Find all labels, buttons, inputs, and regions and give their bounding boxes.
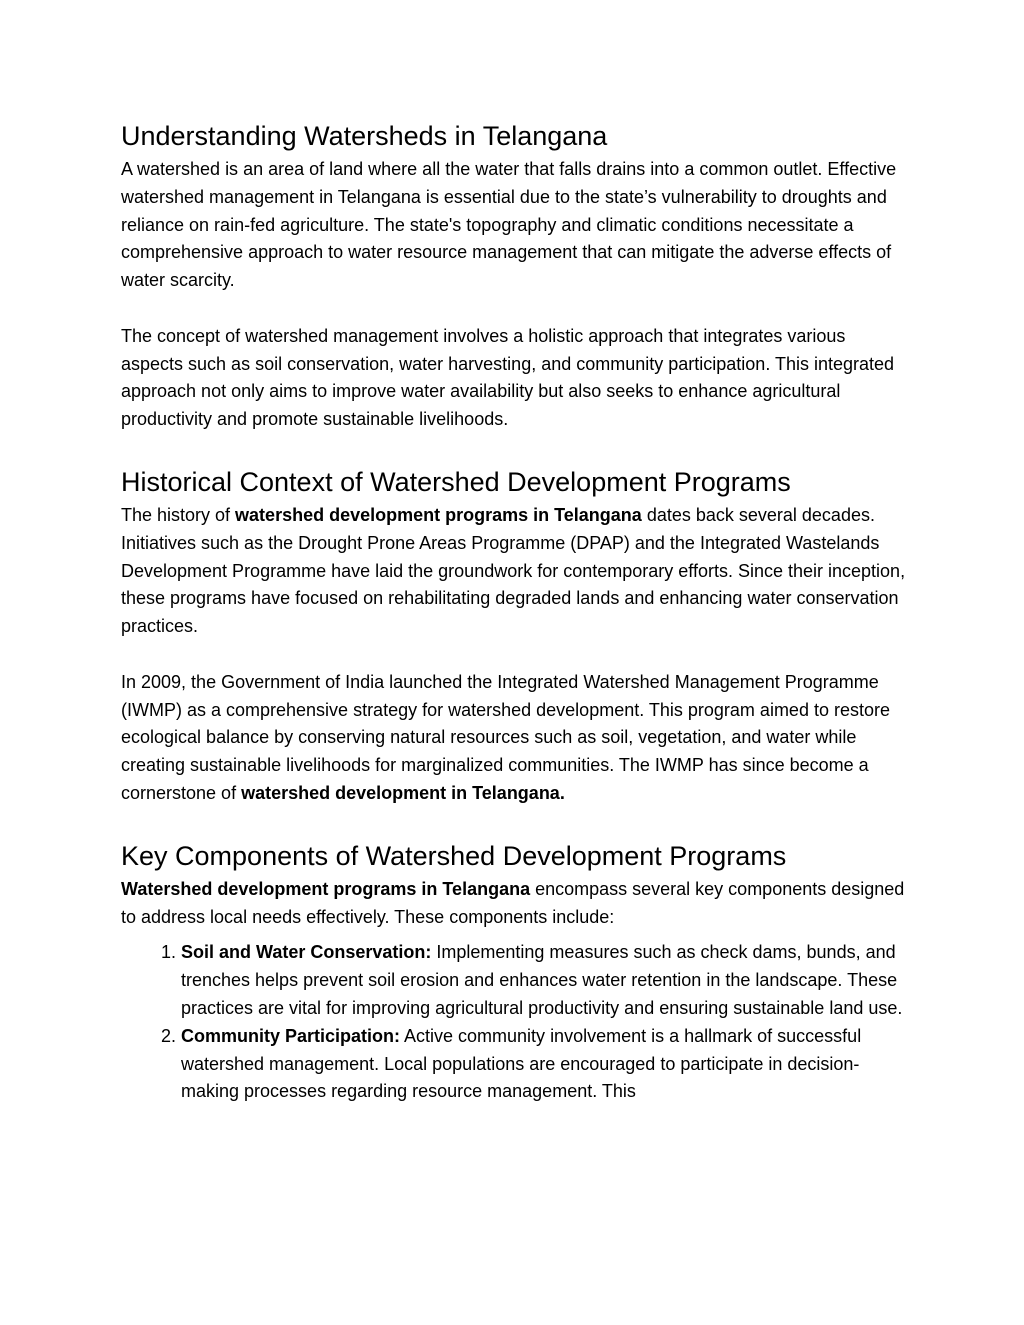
history-bold-phrase: watershed development programs in Telangana	[235, 504, 642, 525]
paragraph-spacer	[121, 295, 911, 323]
paragraph-components-intro	[121, 876, 911, 932]
section-heading-historical-context: Historical Context of Watershed Development Programs	[121, 466, 791, 497]
paragraph-history	[121, 502, 911, 641]
components-bold-phrase: Watershed development programs in Telangana	[121, 878, 531, 899]
paragraph-iwmp	[121, 669, 911, 808]
document-page	[121, 116, 911, 1106]
section-spacer	[121, 808, 911, 836]
iwmp-text: In 2009, the Government of India launched the Integrated Watershed Management Programme (IWMP) as a comprehensive strategy for watershed development. This program aimed to restore ecological balance by conserving natural resources such as soil, vegetation, and water while creating sustainable livelihoods for marginalized communities. The IWMP has since become a cornerstone of	[121, 671, 890, 803]
paragraph-watershed-concept: The concept of watershed management involves a holistic approach that integrates various aspects such as soil conservation, water harvesting, and community participation. This integrated approach not only aims to improve water availability but also seeks to enhance agricultural productivity and promote sustainable livelihoods.	[121, 325, 895, 430]
list-item-text: Implementing measures such as check dams, bunds, and trenches helps prevent soil erosion and enhances water retention in the landscape. These practices are vital for improving agricultural productivity and ensuring sustainable land use.	[181, 942, 903, 1018]
section-spacer	[121, 434, 911, 462]
paragraph-watershed-definition: A watershed is an area of land where all the water that falls drains into a common outlet. Effective watershed management in Telangana is essential due to the state’s vulnerability to droughts and reliance on rain-fed agriculture. The state's topography and climatic conditions necessitate a comprehensive approach to water resource management that can mitigate the adverse effects of water scarcity.	[121, 159, 897, 291]
list-item	[181, 1023, 911, 1106]
section-heading-key-components: Key Components of Watershed Development Programs	[121, 840, 787, 871]
history-text-end: dates back several decades. Initiatives such as the Drought Prone Areas Programme (DPAP) and the Integrated Wastelands Development Programme have laid the groundwork for contemporary efforts. Since their inception, these programs have focused on rehabilitating degraded lands and enhancing water conservation practices.	[121, 504, 906, 637]
iwmp-bold-phrase: watershed development in Telangana.	[241, 782, 565, 803]
components-list	[121, 939, 911, 1106]
section-heading-understanding-watersheds: Understanding Watersheds in Telangana	[121, 121, 608, 151]
list-item	[181, 939, 911, 1022]
components-intro-text: encompass several key components designed to address local needs effectively. These components include:	[121, 878, 905, 927]
history-text-start: The history of	[121, 504, 236, 525]
list-item-text: Active community involvement is a hallmark of successful watershed management. Local populations are encouraged to participate in decision-making processes regarding resource management. This	[181, 1025, 862, 1102]
list-item-title: Community Participation:	[181, 1025, 401, 1046]
list-item-title: Soil and Water Conservation:	[181, 942, 432, 963]
paragraph-spacer	[121, 641, 911, 669]
